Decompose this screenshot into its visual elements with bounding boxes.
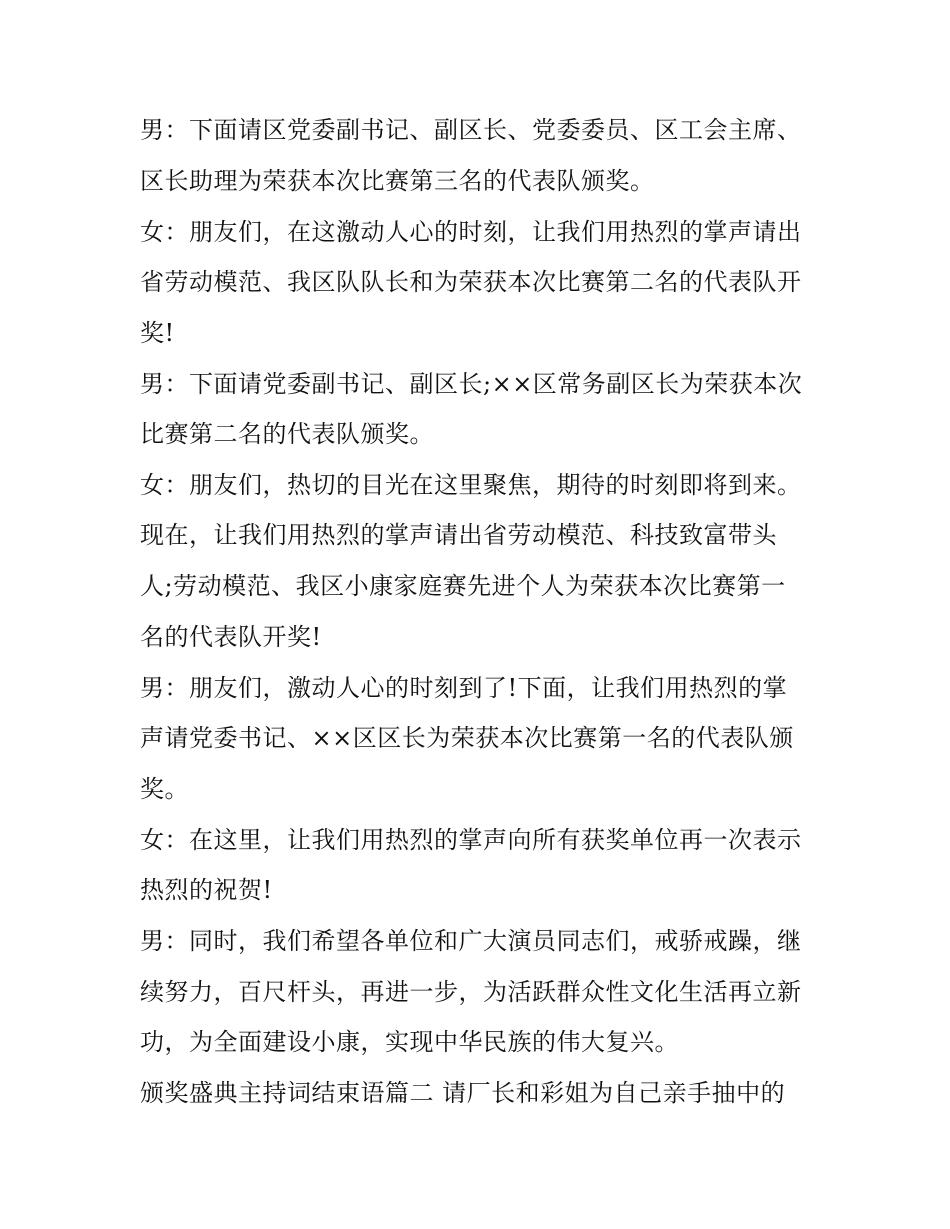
text-line: 声请党委书记、××区区长为荣获本次比赛第一名的代表队颁 <box>140 724 794 752</box>
text-line: 男：下面请党委副书记、副区长;××区常务副区长为荣获本次 <box>140 370 803 398</box>
text-line: 奖! <box>140 319 175 347</box>
text-line: 男：同时，我们希望各单位和广大演员同志们，戒骄戒躁，继 <box>140 927 802 955</box>
text-line: 功，为全面建设小康，实现中华民族的伟大复兴。 <box>140 1028 679 1056</box>
text-line: 现在，让我们用热烈的掌声请出省劳动模范、科技致富带头 <box>140 521 777 549</box>
text-line: 男：朋友们，激动人心的时刻到了!下面，让我们用热烈的掌 <box>140 674 788 702</box>
text-line: 人;劳动模范、我区小康家庭赛先进个人为荣获本次比赛第一 <box>140 572 786 600</box>
text-line: 奖。 <box>140 775 189 803</box>
text-line: 女：在这里，让我们用热烈的掌声向所有获奖单位再一次表示 <box>140 826 802 854</box>
text-line: 女：朋友们，在这激动人心的时刻，让我们用热烈的掌声请出 <box>140 218 802 246</box>
text-line: 名的代表队开奖! <box>140 623 322 651</box>
text-line: 女：朋友们，热切的目光在这里聚焦，期待的时刻即将到来。 <box>140 471 802 499</box>
text-line: 比赛第二名的代表队颁奖。 <box>140 420 434 448</box>
text-line: 区长助理为荣获本次比赛第三名的代表队颁奖。 <box>140 167 655 195</box>
text-line: 续努力，百尺杆头，再进一步，为活跃群众性文化生活再立新 <box>140 978 802 1006</box>
text-line: 省劳动模范、我区队队长和为荣获本次比赛第二名的代表队开 <box>140 268 802 296</box>
text-line: 男：下面请区党委副书记、副区长、党委委员、区工会主席、 <box>140 116 802 144</box>
text-line: 热烈的祝贺! <box>140 876 273 904</box>
text-line: 颁奖盛典主持词结束语篇二 请厂长和彩姐为自己亲手抽中的 <box>140 1079 786 1107</box>
